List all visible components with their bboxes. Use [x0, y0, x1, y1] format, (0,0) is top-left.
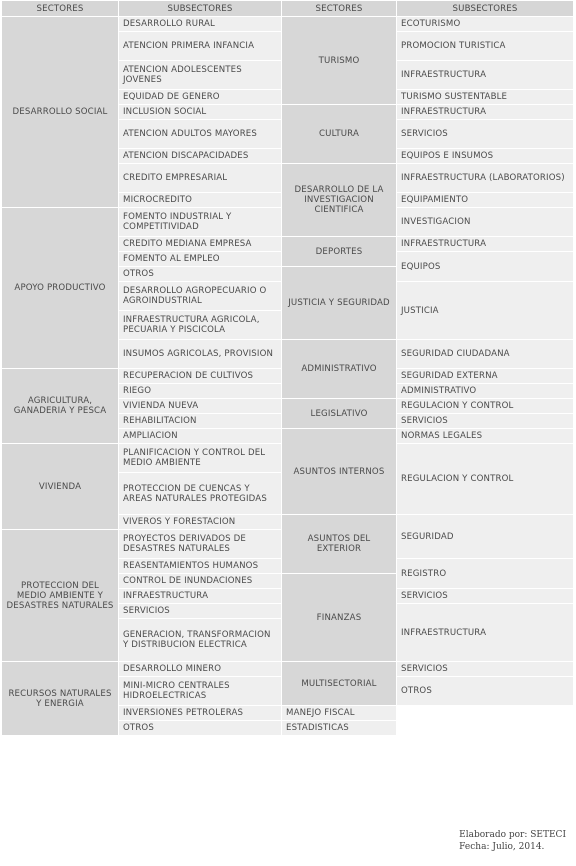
sectors-table-container	[2, 1, 574, 736]
subsector-left-cell: SERVICIOS	[119, 604, 282, 619]
subsector-right-cell: ECOTURISMO	[397, 17, 574, 32]
sector-left-cell: PROTECCION DEL MEDIO AMBIENTE Y DESASTRES NATURALES	[2, 530, 119, 662]
subsector-left-cell: CREDITO MEDIANA EMPRESA	[119, 237, 282, 252]
subsector-right-cell: INFRAESTRUCTURA	[397, 604, 574, 662]
subsector-left-cell: CONTROL DE INUNDACIONES	[119, 574, 282, 589]
sector-left-cell: AGRICULTURA, GANADERIA Y PESCA	[2, 369, 119, 444]
subsector-left-cell: ATENCION ADULTOS MAYORES	[119, 120, 282, 149]
sector-right-cell: LEGISLATIVO	[282, 399, 397, 429]
subsector-left-cell: ATENCION PRIMERA INFANCIA	[119, 32, 282, 61]
subsector-right-cell: PROMOCION TURISTICA	[397, 32, 574, 61]
subsector-left-cell: PROYECTOS DERIVADOS DE DESASTRES NATURALES	[119, 530, 282, 559]
sector-right-cell: ADMINISTRATIVO	[282, 340, 397, 399]
sector-left-cell: VIVIENDA	[2, 444, 119, 530]
subsector-left-cell: AMPLIACION	[119, 429, 282, 444]
subsector-left-cell: VIVIENDA NUEVA	[119, 399, 282, 414]
subsector-left-cell: REHABILITACION	[119, 414, 282, 429]
subsector-right-cell: INFRAESTRUCTURA	[397, 105, 574, 120]
sector-right-cell: DESARROLLO DE LA INVESTIGACION CIENTIFICA	[282, 164, 397, 237]
subsector-right-cell: SERVICIOS	[397, 120, 574, 149]
subsector-left-cell: CREDITO EMPRESARIAL	[119, 164, 282, 193]
subsector-right-cell: SEGURIDAD EXTERNA	[397, 369, 574, 384]
subsector-left-cell: DESARROLLO MINERO	[119, 662, 282, 677]
subsector-left-cell: VIVEROS Y FORESTACION	[119, 515, 282, 530]
subsector-right-cell: MANEJO FISCAL	[282, 706, 397, 721]
subsector-right-cell: REGISTRO	[397, 559, 574, 589]
subsector-right-cell: EQUIPOS E INSUMOS	[397, 149, 574, 164]
subsector-left-cell: FOMENTO AL EMPLEO	[119, 252, 282, 267]
subsector-right-cell: SEGURIDAD CIUDADANA	[397, 340, 574, 369]
subsector-right-cell: INFRAESTRUCTURA	[397, 237, 574, 252]
subsector-right-cell: EQUIPOS	[397, 252, 574, 282]
subsector-right-cell: TURISMO SUSTENTABLE	[397, 90, 574, 105]
sector-right-cell: ASUNTOS DEL EXTERIOR	[282, 515, 397, 574]
subsector-left-cell: REASENTAMIENTOS HUMANOS	[119, 559, 282, 574]
table-row	[2, 17, 574, 32]
subsector-right-cell: JUSTICIA	[397, 282, 574, 340]
subsector-left-cell: OTROS	[119, 721, 282, 736]
sector-right-cell: ASUNTOS INTERNOS	[282, 429, 397, 515]
subsector-right-cell: SERVICIOS	[397, 589, 574, 604]
subsector-left-cell: ATENCION DISCAPACIDADES	[119, 149, 282, 164]
subsector-right-cell: INFRAESTRUCTURA (LABORATORIOS)	[397, 164, 574, 193]
subsector-right-cell: SEGURIDAD	[397, 515, 574, 559]
sector-right-cell: MULTISECTORIAL	[282, 662, 397, 706]
subsector-left-cell: GENERACION, TRANSFORMACION Y DISTRIBUCION ELECTRICA	[119, 619, 282, 662]
subsector-left-cell: EQUIDAD DE GENERO	[119, 90, 282, 105]
sector-right-cell: JUSTICIA Y SEGURIDAD	[282, 267, 397, 340]
subsector-right-cell: ESTADISTICAS	[282, 721, 397, 736]
sector-left-cell: APOYO PRODUCTIVO	[2, 208, 119, 369]
subsector-left-cell: PROTECCION DE CUENCAS Y AREAS NATURALES PROTEGIDAS	[119, 473, 282, 515]
subsector-left-cell: OTROS	[119, 267, 282, 282]
subsector-left-cell: RIEGO	[119, 384, 282, 399]
subsector-left-cell: DESARROLLO AGROPECUARIO O AGROINDUSTRIAL	[119, 282, 282, 311]
subsector-left-cell: PLANIFICACION Y CONTROL DEL MEDIO AMBIENTE	[119, 444, 282, 473]
subsector-right-cell: NORMAS LEGALES	[397, 429, 574, 444]
subsector-right-cell: REGULACION Y CONTROL	[397, 444, 574, 515]
subsector-right-cell: OTROS	[397, 677, 574, 706]
header-subsectores-right: SUBSECTORES	[397, 1, 574, 17]
subsector-right-cell: SERVICIOS	[397, 662, 574, 677]
sectors-table	[2, 1, 574, 736]
header-subsectores-left: SUBSECTORES	[119, 1, 282, 17]
subsector-left-cell: RECUPERACION DE CULTIVOS	[119, 369, 282, 384]
subsector-right-cell: EQUIPAMIENTO	[397, 193, 574, 208]
header-sectores-left: SECTORES	[2, 1, 119, 17]
credits-author: Elaborado por: SETECI	[459, 830, 566, 840]
subsector-left-cell: FOMENTO INDUSTRIAL Y COMPETITIVIDAD	[119, 208, 282, 237]
subsector-left-cell: DESARROLLO RURAL	[119, 17, 282, 32]
subsector-left-cell: MICROCREDITO	[119, 193, 282, 208]
subsector-left-cell: INFRAESTRUCTURA AGRICOLA, PECUARIA Y PISCICOLA	[119, 311, 282, 340]
subsector-left-cell: INCLUSION SOCIAL	[119, 105, 282, 120]
subsector-right-cell: INFRAESTRUCTURA	[397, 61, 574, 90]
subsector-right-cell: ADMINISTRATIVO	[397, 384, 574, 399]
subsector-left-cell: INSUMOS AGRICOLAS, PROVISION	[119, 340, 282, 369]
sector-left-cell: RECURSOS NATURALES Y ENERGIA	[2, 662, 119, 736]
table-row	[2, 662, 574, 677]
sector-right-cell: DEPORTES	[282, 237, 397, 267]
subsector-left-cell: INFRAESTRUCTURA	[119, 589, 282, 604]
header-row	[2, 1, 574, 17]
subsector-right-cell: SERVICIOS	[397, 414, 574, 429]
subsector-left-cell: MINI-MICRO CENTRALES HIDROELECTRICAS	[119, 677, 282, 706]
subsector-left-cell: ATENCION ADOLESCENTES JOVENES	[119, 61, 282, 90]
credits-date: Fecha: Julio, 2014.	[459, 842, 545, 852]
subsector-left-cell: INVERSIONES PETROLERAS	[119, 706, 282, 721]
sector-left-cell: DESARROLLO SOCIAL	[2, 17, 119, 208]
subsector-right-cell: INVESTIGACION	[397, 208, 574, 237]
sector-right-cell: CULTURA	[282, 105, 397, 164]
credits	[459, 829, 566, 853]
subsector-right-cell: REGULACION Y CONTROL	[397, 399, 574, 414]
sector-right-cell: FINANZAS	[282, 574, 397, 662]
sector-right-cell: TURISMO	[282, 17, 397, 105]
header-sectores-right: SECTORES	[282, 1, 397, 17]
